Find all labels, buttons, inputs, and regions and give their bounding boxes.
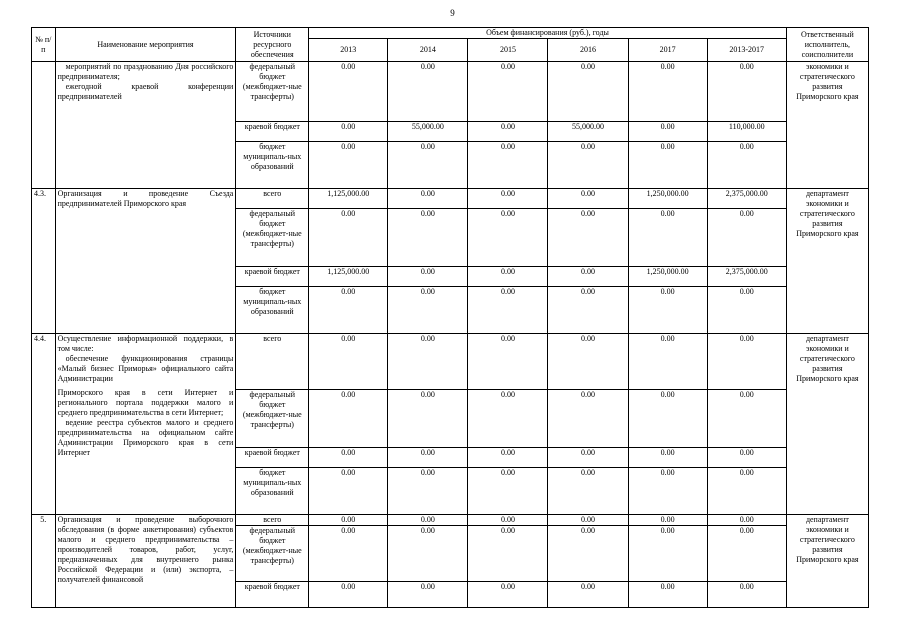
amount-cell: 0.00 <box>628 287 707 334</box>
amount-cell: 0.00 <box>548 62 628 122</box>
amount-cell: 0.00 <box>309 515 388 526</box>
header-row-1 <box>32 28 869 39</box>
amount-cell: 0.00 <box>548 390 628 448</box>
amount-cell: 0.00 <box>628 209 707 267</box>
source-federal: федеральный бюджет (межбюджет-ные трансферты) <box>236 209 309 267</box>
amount-cell: 0.00 <box>707 448 786 468</box>
amount-cell: 0.00 <box>388 390 468 448</box>
activity-description: Осуществление информационной поддержки, в том числе: обеспечение функционирования страницы «Малый бизнес Приморья» официального сайта Администрации Приморского края в сети Интернет и регионального портала поддержки малого и среднего предпринимательства в сети Интернет; ведение реестра субъектов малого и среднего предпринимательства на официальном сайте Администрации Приморского края в сети Интернет <box>55 334 236 515</box>
amount-cell: 0.00 <box>309 468 388 515</box>
executor-cell: департамент экономики и стратегического развития Приморского края <box>786 515 868 608</box>
amount-cell: 0.00 <box>707 334 786 390</box>
amount-cell: 0.00 <box>628 390 707 448</box>
executor-cell: экономики и стратегического развития Приморского края <box>786 62 868 189</box>
amount-cell: 0.00 <box>309 122 388 142</box>
amount-cell: 1,250,000.00 <box>628 267 707 287</box>
source-municipal: бюджет муниципаль-ных образований <box>236 142 309 189</box>
amount-cell: 0.00 <box>388 209 468 267</box>
amount-cell: 0.00 <box>707 582 786 608</box>
page-number: 9 <box>450 8 455 18</box>
amount-cell: 0.00 <box>548 209 628 267</box>
row-number: 5. <box>32 515 56 608</box>
amount-cell: 0.00 <box>707 515 786 526</box>
amount-cell: 0.00 <box>468 122 548 142</box>
amount-cell: 1,125,000.00 <box>309 267 388 287</box>
source-federal: федеральный бюджет (межбюджет-ные трансферты) <box>236 526 309 582</box>
header-volume: Объем финансирования (руб.), годы <box>309 28 787 39</box>
amount-cell: 0.00 <box>309 209 388 267</box>
amount-cell: 0.00 <box>309 142 388 189</box>
header-name: Наименование мероприятия <box>55 28 236 62</box>
amount-cell: 0.00 <box>309 62 388 122</box>
header-year: 2013-2017 <box>707 39 786 62</box>
amount-cell: 0.00 <box>468 468 548 515</box>
executor-cell: департамент экономики и стратегического развития Приморского края <box>786 189 868 334</box>
amount-cell: 0.00 <box>707 526 786 582</box>
activity-description: Организация и проведение выборочного обследования (в форме анкетирования) субъектов малого и среднего предпринимательства – производителей товаров, работ, услуг, предназначенных для внутреннего рынка Российской Федерации и (или) экспорта, – получателей финансовой <box>55 515 236 608</box>
amount-cell: 0.00 <box>468 62 548 122</box>
amount-cell: 0.00 <box>628 515 707 526</box>
amount-cell: 0.00 <box>388 526 468 582</box>
row-number: 4.4. <box>32 334 56 515</box>
source-vsego: всего <box>236 189 309 209</box>
header-year: 2016 <box>548 39 628 62</box>
amount-cell: 0.00 <box>707 209 786 267</box>
amount-cell: 0.00 <box>309 526 388 582</box>
header-year: 2015 <box>468 39 548 62</box>
amount-cell: 2,375,000.00 <box>707 189 786 209</box>
amount-cell: 0.00 <box>309 334 388 390</box>
amount-cell: 0.00 <box>548 142 628 189</box>
amount-cell: 0.00 <box>468 526 548 582</box>
amount-cell: 0.00 <box>388 334 468 390</box>
header-year: 2013 <box>309 39 388 62</box>
amount-cell: 0.00 <box>548 515 628 526</box>
amount-cell: 0.00 <box>388 468 468 515</box>
amount-cell: 0.00 <box>548 526 628 582</box>
amount-cell: 0.00 <box>468 334 548 390</box>
amount-cell: 0.00 <box>309 390 388 448</box>
activity-description: Организация и проведение Съезда предпринимателей Приморского края <box>55 189 236 334</box>
amount-cell: 2,375,000.00 <box>707 267 786 287</box>
source-kraevoy: краевой бюджет <box>236 448 309 468</box>
source-municipal: бюджет муниципаль-ных образований <box>236 287 309 334</box>
row-number: 4.3. <box>32 189 56 334</box>
amount-cell: 0.00 <box>388 448 468 468</box>
executor-cell: департамент экономики и стратегического развития Приморского края <box>786 334 868 515</box>
amount-cell: 0.00 <box>309 287 388 334</box>
amount-cell: 0.00 <box>707 390 786 448</box>
amount-cell: 0.00 <box>388 287 468 334</box>
amount-cell: 0.00 <box>548 582 628 608</box>
amount-cell: 0.00 <box>468 287 548 334</box>
amount-cell: 0.00 <box>628 62 707 122</box>
amount-cell: 0.00 <box>628 526 707 582</box>
amount-cell: 55,000.00 <box>388 122 468 142</box>
table-row <box>32 62 869 122</box>
source-kraevoy: краевой бюджет <box>236 122 309 142</box>
amount-cell: 0.00 <box>707 468 786 515</box>
amount-cell: 0.00 <box>548 448 628 468</box>
amount-cell: 0.00 <box>388 142 468 189</box>
amount-cell: 110,000.00 <box>707 122 786 142</box>
amount-cell: 0.00 <box>468 390 548 448</box>
source-vsego: всего <box>236 515 309 526</box>
amount-cell: 0.00 <box>388 62 468 122</box>
activity-description: мероприятий по празднованию Дня российского предпринимателя; ежегодной краевой конференции предпринимателей <box>55 62 236 189</box>
source-vsego: всего <box>236 334 309 390</box>
source-kraevoy: краевой бюджет <box>236 267 309 287</box>
amount-cell: 0.00 <box>548 287 628 334</box>
amount-cell: 0.00 <box>388 189 468 209</box>
amount-cell: 0.00 <box>548 267 628 287</box>
amount-cell: 0.00 <box>309 448 388 468</box>
table-row <box>32 515 869 526</box>
source-federal: федеральный бюджет (межбюджет-ные трансферты) <box>236 390 309 448</box>
header-executor: Ответственный исполнитель, соисполнители <box>786 28 868 62</box>
header-year: 2014 <box>388 39 468 62</box>
amount-cell: 0.00 <box>628 468 707 515</box>
amount-cell: 0.00 <box>468 189 548 209</box>
amount-cell: 1,250,000.00 <box>628 189 707 209</box>
header-year: 2017 <box>628 39 707 62</box>
amount-cell: 0.00 <box>388 267 468 287</box>
table-row <box>32 334 869 390</box>
amount-cell: 0.00 <box>468 515 548 526</box>
header-source: Источники ресурсного обеспечения <box>236 28 309 62</box>
header-no: № п/п <box>32 28 56 62</box>
row-number <box>32 62 56 189</box>
amount-cell: 0.00 <box>628 582 707 608</box>
amount-cell: 0.00 <box>548 334 628 390</box>
amount-cell: 55,000.00 <box>548 122 628 142</box>
amount-cell: 0.00 <box>628 122 707 142</box>
amount-cell: 0.00 <box>707 142 786 189</box>
amount-cell: 0.00 <box>548 468 628 515</box>
amount-cell: 0.00 <box>628 142 707 189</box>
amount-cell: 0.00 <box>707 287 786 334</box>
amount-cell: 0.00 <box>707 62 786 122</box>
source-kraevoy: краевой бюджет <box>236 582 309 608</box>
financing-table <box>31 27 869 608</box>
amount-cell: 0.00 <box>628 334 707 390</box>
table-row <box>32 189 869 209</box>
amount-cell: 0.00 <box>548 189 628 209</box>
amount-cell: 0.00 <box>388 582 468 608</box>
amount-cell: 0.00 <box>468 209 548 267</box>
amount-cell: 0.00 <box>468 142 548 189</box>
source-municipal: бюджет муниципаль-ных образований <box>236 468 309 515</box>
amount-cell: 1,125,000.00 <box>309 189 388 209</box>
amount-cell: 0.00 <box>468 582 548 608</box>
source-federal: федеральный бюджет (межбюджет-ные трансферты) <box>236 62 309 122</box>
amount-cell: 0.00 <box>309 582 388 608</box>
amount-cell: 0.00 <box>468 448 548 468</box>
amount-cell: 0.00 <box>468 267 548 287</box>
amount-cell: 0.00 <box>628 448 707 468</box>
amount-cell: 0.00 <box>388 515 468 526</box>
